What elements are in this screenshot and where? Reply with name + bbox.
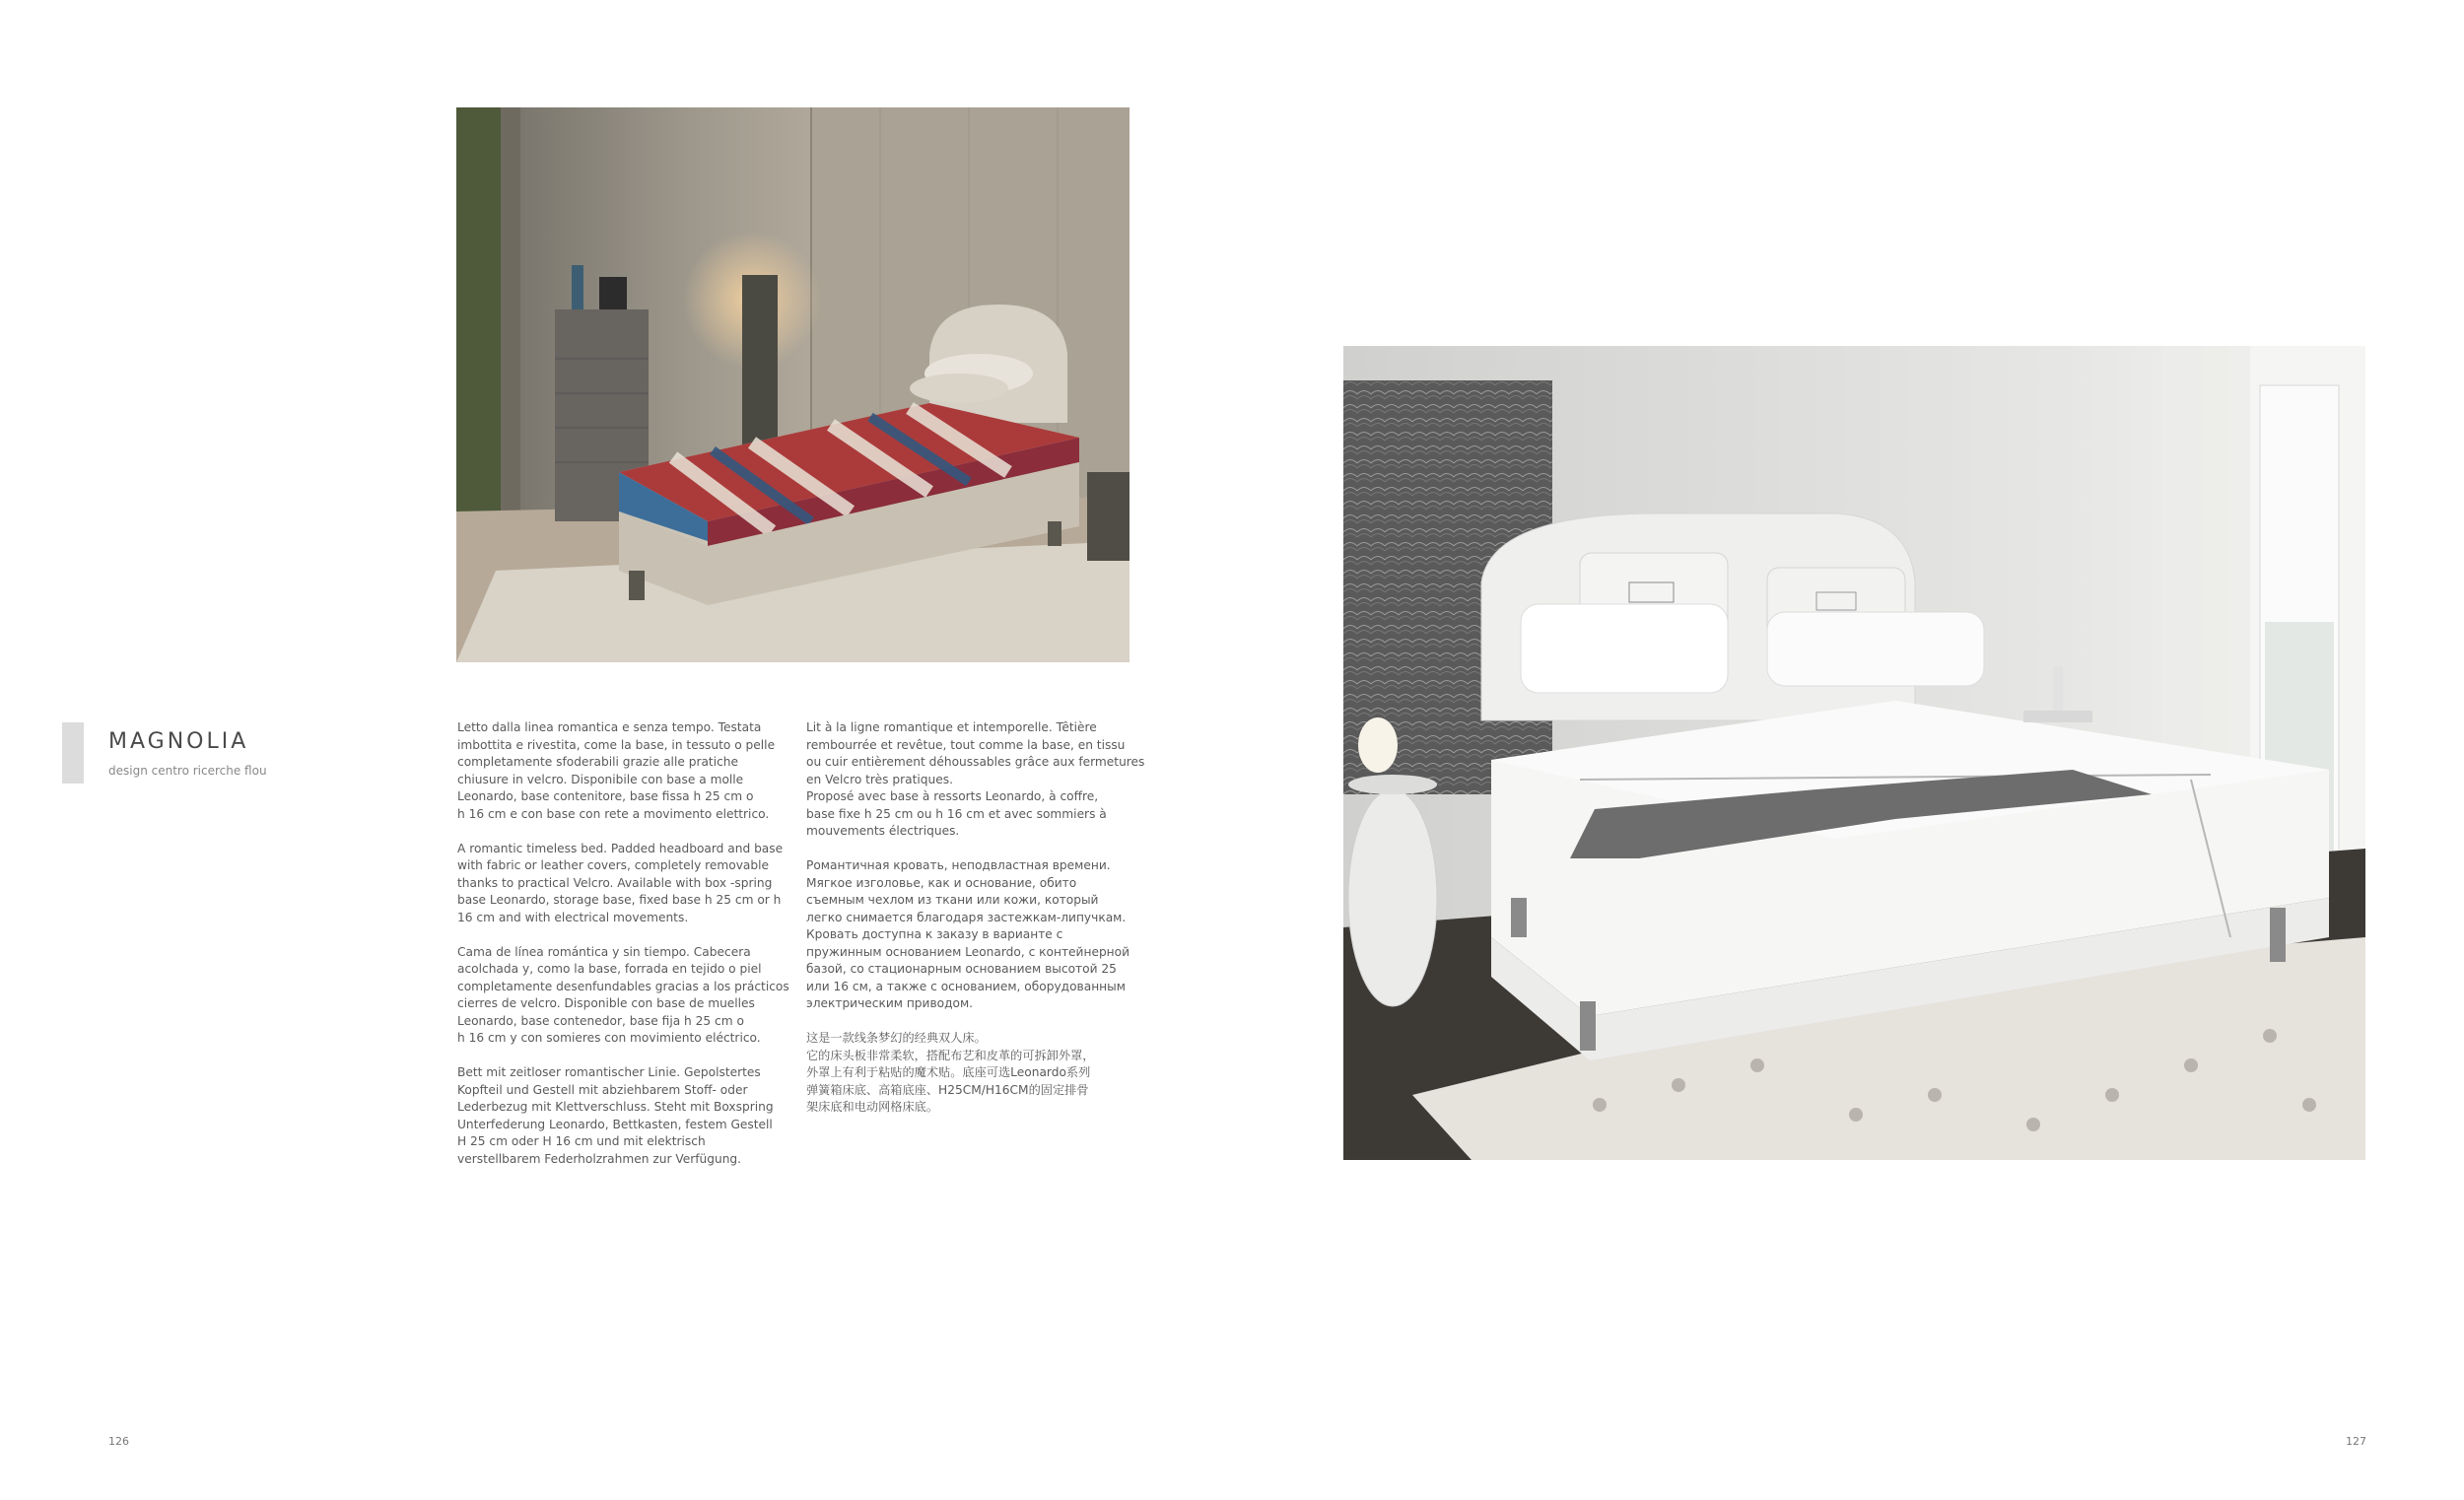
description-german: Bett mit zeitloser romantischer Linie. Gepolstertes Kopfteil und Gestell mit abziehbarem Stoff- oder Lederbezug mit Klettverschluss. Steht mit Boxspring Unterfederung Leonardo, Bettkasten, festem Gestell H 25 cm oder H 16 cm und mit elektrisch verstellbarem Federholzrahmen zur Verfügung. [457, 1065, 774, 1166]
page-number-left: 126 [108, 1435, 129, 1448]
product-designer: design centro ricerche flou [108, 764, 267, 778]
description-french: Lit à la ligne romantique et intemporelle. Têtière rembourrée et revêtue, tout comme la base, en tissu ou cuir entièrement déhoussables grâce aux fermetures en Velcro très pratiques. Proposé avec base à ressorts Leonardo, à coffre, base fixe h 25 cm ou h 16 cm et avec sommiers à mouvements électriques. [806, 720, 1145, 838]
text-column-right [806, 719, 1161, 1133]
description-chinese: 这是一款线条梦幻的经典双人床。 它的床头板非常柔软，搭配布艺和皮革的可拆卸外罩， 外罩上有利于粘贴的魔术贴。底座可选Leonardo系列 弹簧箱床底、高箱底座、H25CM/H16CM的固定排骨 架床底和电动网格床底。 [806, 1031, 1095, 1114]
product-name: MAGNOLIA [108, 729, 249, 754]
description-english: A romantic timeless bed. Padded headboard and base with fabric or leather covers, completely removable thanks to practical Velcro. Available with box -spring base Leonardo, storage base, fixed base h 25 cm or h 16 cm and with electrical movements. [457, 841, 784, 924]
title-accent-bar [62, 722, 84, 784]
description-italian: Letto dalla linea romantica e senza tempo. Testata imbottita e rivestita, come la base, in tessuto o pelle completamente sfoderabili grazie alle pratiche chiusure in velcro. Disponibile con base a molle Leonardo, base contenitore, base fissa h 25 cm o h 16 cm e con base con rete a movimento elettrico. [457, 720, 776, 821]
description-russian: Романтичная кровать, неподвластная времени. Мягкое изголовье, как и основание, обито съемным чехлом из ткани или кожи, который легко снимается благодаря застежкам-липучкам. Кровать доступна к заказу в варианте с пружинным основанием Leonardo, с контейнерной базой, со стационарным основанием высотой 25 или 16 см, а также с основанием, оборудованным электрическим приводом. [806, 858, 1130, 1010]
single-bed-photo [456, 107, 1129, 662]
text-column-left [457, 719, 792, 1186]
description-spanish: Cama de línea romántica y sin tiempo. Cabecera acolchada y, como la base, forrada en tejido o piel completamente desenfundables gracias a los prácticos cierres de velcro. Disponible con base de muelles Leonardo, base contenedor, base fija h 25 cm o h 16 cm y con somieres con movimiento eléctrico. [457, 944, 789, 1045]
double-bed-photo [1343, 346, 2365, 1160]
page-number-right: 127 [2346, 1435, 2366, 1448]
